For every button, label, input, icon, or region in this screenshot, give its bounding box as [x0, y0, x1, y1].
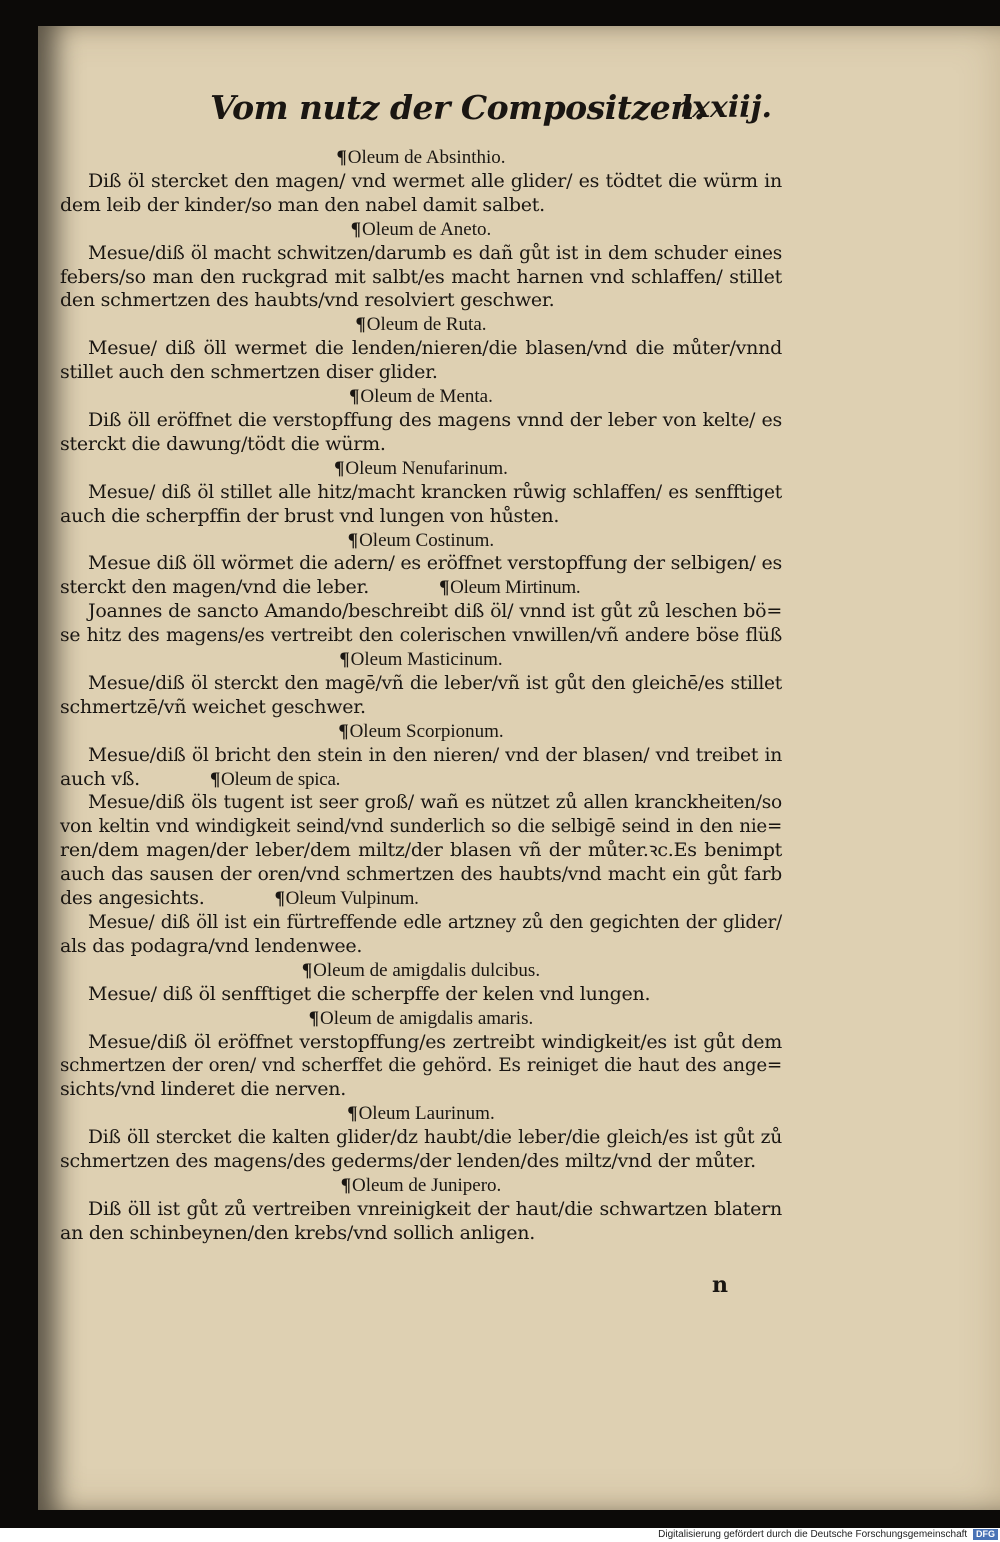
- text-line-content: dem leib der kinder/so man den nabel damit salbet.: [60, 193, 545, 216]
- section-heading-text: Oleum Costinum.: [359, 529, 495, 551]
- text-line: [60, 600, 782, 624]
- text-line: [60, 983, 782, 1007]
- text-line: [60, 409, 782, 433]
- text-line: [60, 887, 782, 911]
- text-line-content: Mesue diß öll wörmet die adern/ es eröffnet verstopffung der selbigen/ es: [88, 552, 782, 575]
- text-line-content: sichts/vnd linderet die nerven.: [60, 1078, 347, 1101]
- section-heading-text: Oleum de Menta.: [360, 386, 493, 408]
- text-line-content: als das podagra/vnd lendenwee.: [60, 934, 363, 957]
- text-line-content: auch vß.: [60, 767, 140, 790]
- section-heading: [60, 529, 782, 553]
- text-line: [60, 1198, 782, 1222]
- section-heading: [60, 146, 782, 170]
- text-line-content: sterckt den magen/vnd die leber.: [60, 576, 370, 599]
- section-heading-text: Oleum de Ruta.: [366, 314, 487, 336]
- page-text-block: [60, 80, 782, 1246]
- text-line-content: von keltin vnd windigkeit seind/vnd sunderlich so die selbigē seind in den nie=: [60, 816, 782, 838]
- inline-section-heading-text: Oleum de spica.: [220, 768, 341, 790]
- running-title: Vom nutz der Compositzen.: [210, 88, 705, 127]
- text-line: [60, 337, 782, 361]
- text-line-content: Mesue/diß öl eröffnet verstopffung/es zertreibt windigkeit/es ist gůt dem: [88, 1030, 782, 1053]
- text-line: [60, 266, 782, 290]
- text-line: [60, 552, 782, 576]
- pilcrow-mark: ¶: [347, 1103, 358, 1125]
- text-line-content: auch die scherpffin der brust vnd lungen von hůsten.: [60, 504, 560, 527]
- text-line: [60, 1054, 782, 1078]
- text-line-content: Mesue/diß öl sterckt den magē/vñ die leber/vñ ist gůt den gleichē/es stillet: [88, 672, 782, 694]
- section-heading: [60, 1174, 782, 1198]
- inline-section-heading: [210, 769, 340, 790]
- text-line: [60, 170, 782, 194]
- text-line: [60, 1150, 782, 1174]
- pilcrow-mark: ¶: [209, 768, 220, 790]
- text-line: [60, 433, 782, 457]
- pilcrow-mark: ¶: [338, 720, 349, 742]
- section-heading: [60, 1007, 782, 1031]
- section-heading-text: Oleum de amigdalis dulcibus.: [313, 959, 541, 981]
- text-line: [60, 361, 782, 385]
- inline-section-heading: [439, 577, 580, 598]
- pilcrow-mark: ¶: [308, 1007, 320, 1029]
- text-line: [60, 744, 782, 768]
- text-line: [60, 935, 782, 959]
- text-line-content: an den schinbeynen/den krebs/vnd sollich anligen.: [60, 1221, 535, 1244]
- text-line-content: Mesue/ diß öll wermet die lenden/nieren/die blasen/vnd die můter/vnnd: [88, 337, 782, 360]
- text-line: [60, 1126, 782, 1150]
- text-line: [60, 672, 782, 696]
- text-line-content: Diß öll ist gůt zů vertreiben vnreinigkeit der haut/die schwartzen blatern: [88, 1197, 782, 1220]
- text-line-content: des angesichts.: [60, 887, 205, 910]
- text-line-content: Diß öl stercket den magen/ vnd wermet alle glider/ es tödtet die würm in: [88, 169, 782, 192]
- text-line-content: schmertzen des magens/des gederms/der lenden/des miltz/vnd der můter.: [60, 1150, 756, 1173]
- section-heading-text: Oleum Laurinum.: [358, 1103, 495, 1125]
- pilcrow-mark: ¶: [347, 529, 359, 551]
- text-line-content: Joannes de sancto Amando/beschreibt diß öl/ vnnd ist gůt zů leschen bö=: [88, 600, 782, 623]
- text-line: [60, 911, 782, 935]
- text-line-content: se hitz des magens/es vertreibt den colerischen vnwillen/vñ andere böse flüß: [60, 625, 782, 647]
- text-line-content: Mesue/ diß öl senfftiget die scherpffe der kelen vnd lungen.: [88, 982, 651, 1005]
- pilcrow-mark: ¶: [336, 147, 347, 168]
- text-line: [60, 768, 782, 792]
- text-line: [60, 481, 782, 505]
- text-line: [60, 839, 782, 863]
- text-line-content: auch das sausen der oren/vnd schmertzen des haubts/vnd macht ein gůt farb: [60, 864, 782, 886]
- text-line: [60, 1031, 782, 1055]
- text-line: [60, 696, 782, 720]
- inline-section-heading: [275, 888, 419, 909]
- text-line-content: Diß öll stercket die kalten glider/dz haubt/die leber/die gleich/es ist gůt zů: [88, 1127, 782, 1149]
- text-line: [60, 1078, 782, 1102]
- text-line: [60, 194, 782, 218]
- section-heading-text: Oleum Masticinum.: [350, 649, 503, 671]
- text-line-content: Diß öll eröffnet die verstopffung des magens vnnd der leber von kelte/ es: [88, 408, 782, 431]
- text-line-content: Mesue/diß öl bricht den stein in den nieren/ vnd der blasen/ vnd treibet in: [88, 744, 782, 766]
- pilcrow-mark: ¶: [334, 457, 345, 479]
- text-line: [60, 576, 782, 600]
- dfg-logo: DFG: [973, 1529, 998, 1540]
- text-line: [60, 863, 782, 887]
- section-heading-text: Oleum Scorpionum.: [349, 720, 504, 742]
- section-heading-text: Oleum de Junipero.: [351, 1174, 502, 1196]
- section-heading: [60, 720, 782, 744]
- text-lines: [60, 146, 782, 1246]
- inline-section-heading-text: Oleum Vulpinum.: [285, 888, 419, 910]
- section-heading: [60, 385, 782, 409]
- pilcrow-mark: ¶: [340, 1174, 351, 1196]
- pilcrow-mark: ¶: [349, 386, 360, 408]
- text-line-content: schmertzē/vñ weichet geschwer.: [60, 695, 366, 718]
- section-heading: [60, 959, 782, 983]
- text-line: [60, 815, 782, 839]
- signature-mark: n: [712, 1272, 728, 1298]
- pilcrow-mark: ¶: [301, 959, 313, 981]
- text-line: [60, 624, 782, 648]
- section-heading: [60, 457, 782, 481]
- text-line-content: sterckt die dawung/tödt die würm.: [60, 432, 386, 455]
- pilcrow-mark: ¶: [355, 314, 366, 336]
- text-line-content: schmertzen der oren/ vnd scherffet die gehörd. Es reiniget die haut des ange=: [60, 1055, 782, 1077]
- section-heading-text: Oleum de amigdalis amaris.: [320, 1007, 534, 1029]
- text-line-content: febers/so man den ruckgrad mit salbt/es macht harnen vnd schlaffen/ stillet: [60, 265, 782, 288]
- text-line-content: Mesue/ diß öll ist ein fürtreffende edle artzney zů den gegichten der glider/: [88, 912, 782, 933]
- section-heading: [60, 313, 782, 337]
- text-line-content: Mesue/diß öl macht schwitzen/darumb es dañ gůt ist in dem schuder eines: [88, 242, 782, 264]
- section-heading-text: Oleum de Aneto.: [361, 218, 492, 240]
- text-line-content: Mesue/diß öls tugent ist seer groß/ wañ es nützet zů allen kranckheiten/so: [88, 792, 782, 814]
- pilcrow-mark: ¶: [339, 649, 350, 671]
- text-line: [60, 791, 782, 815]
- section-heading: [60, 218, 782, 242]
- pilcrow-mark: ¶: [439, 577, 450, 599]
- section-heading: [60, 1102, 782, 1126]
- page-header: [60, 80, 782, 146]
- text-line: [60, 1222, 782, 1246]
- footer-credit-text: Digitalisierung gefördert durch die Deutsche Forschungsgemeinschaft: [658, 1529, 968, 1540]
- text-line: [60, 289, 782, 313]
- section-heading: [60, 648, 782, 672]
- pilcrow-mark: ¶: [350, 218, 361, 240]
- text-line-content: den schmertzen des haubts/vnd resolviert geschwer.: [60, 289, 555, 312]
- pilcrow-mark: ¶: [274, 888, 285, 910]
- text-line-content: Mesue/ diß öl stillet alle hitz/macht krancken růwig schlaffen/ es senfftiget: [88, 481, 782, 503]
- text-line: [60, 242, 782, 266]
- section-heading-text: Oleum Nenufarinum.: [345, 457, 508, 479]
- folio-number: lxxiij.: [680, 90, 772, 125]
- text-line-content: stillet auch den schmertzen diser glider.: [60, 361, 438, 384]
- inline-section-heading-text: Oleum Mirtinum.: [450, 577, 581, 599]
- footer-credit: [658, 1528, 998, 1542]
- section-heading-text: Oleum de Absinthio.: [347, 147, 506, 168]
- text-line-content: ren/dem magen/der leber/dem miltz/der blasen vñ der můter.ꝛc.Es benimpt: [60, 839, 782, 862]
- text-line: [60, 505, 782, 529]
- book-page: [38, 26, 1000, 1510]
